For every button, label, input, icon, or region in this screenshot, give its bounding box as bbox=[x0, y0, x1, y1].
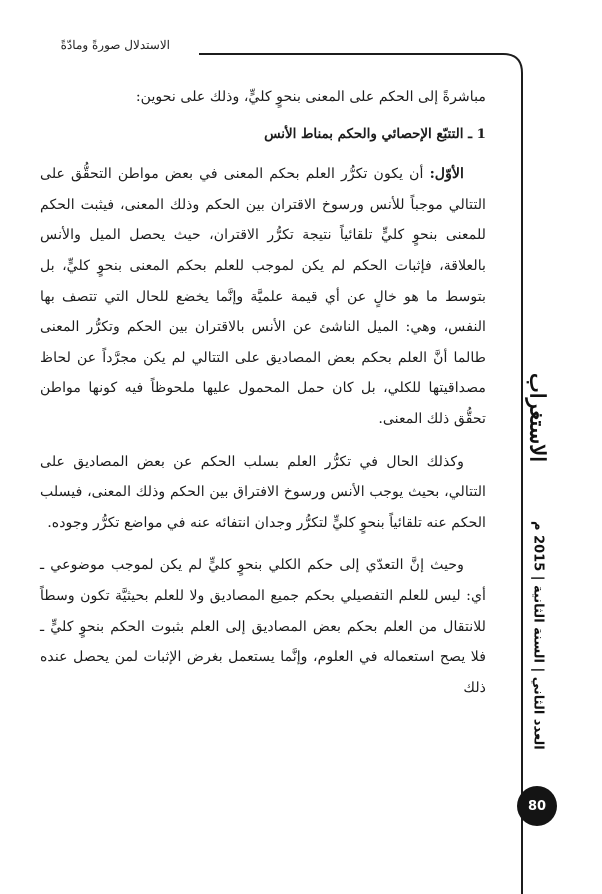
paragraph-third: وحيث إنَّ التعدّي إلى حكم الكلي بنحوٍ كليٍّ لم يكن لموجب موضوعي ـ أي: ليس للعلم التفصيلي بحكم جميع المصاديق ولا للعلم بحيثيَّة تكون وسطاً للانتقال من العلم بحكم بعض المصاديق إلى العلم بثبوت الحكم بنحوٍ كليٍّ ـ فلا يصح استعماله في العلوم، وإنَّما يستعمل بغرض الإثبات لمن يحصل عنده ذلك bbox=[40, 557, 486, 696]
paragraph-second: وكذلك الحال في تكرُّر العلم بسلب الحكم عن بعض المصاديق على التتالي، بحيث يوجب الأنس ورسوخ الافتراق بين الحكم وذلك المعنى، فيسلب الحكم عنه تلقائياً بنحوٍ كليٍّ لتكرُّر وجدان انتفائه عنه في مواضع تكرُّر وجوده. bbox=[40, 453, 486, 531]
paragraph-first bbox=[40, 159, 486, 434]
page-number-badge bbox=[517, 786, 557, 826]
lead-sentence: مباشرةً إلى الحكم على المعنى بنحوٍ كليٍّ، وذلك على نحوين: bbox=[135, 89, 486, 105]
running-title: الاستدلال صورةً ومادّةً bbox=[60, 38, 170, 52]
journal-name: الاستغراب bbox=[525, 372, 551, 463]
first-paragraph-label: الأوّل: bbox=[429, 166, 464, 183]
issue-info-text: العدد الثاني | السنة الثانية | 2015 م bbox=[530, 520, 546, 750]
issue-info bbox=[520, 515, 556, 755]
paragraph-first-text: أن يكون تكرُّر العلم بحكم المعنى في بعض مواطن التحقُّق على التتالي موجباً للأنس ورسوخ الاقتران بين الحكم وذلك المعنى، فيثبت الحكم للمعنى بنحوٍ كليٍّ تلقائياً نتيجة تكرُّر الاقتران، حيث يحصل الميل والأنس بالعلاقة، فإثبات الحكم لم يكن لموجب للعلم بحكم المعنى بنحوٍ كليٍّ، بل بتوسط ما هو خالٍ عن أي قيمة علميَّة وإنَّما يخضع للحال التي تتصف بها النفس، وهي: الميل الناشئ عن الأنس بالاقتران بين الحكم وتكرُّر المعنى طالما أنَّ العلم بحكم بعض المصاديق على التتالي لم يكن مجرَّداً عن لحاظ مصداقيتها للكلي، بل كان حمل المحمول عليها ملحوظاً فيه كونها مواطن تحقُّق ذلك المعنى. bbox=[40, 166, 486, 427]
main-text bbox=[40, 82, 486, 703]
section-heading: 1 ـ التتبّع الإحصائي والحكم بمناط الأنس bbox=[264, 125, 486, 142]
page-number: 80 bbox=[527, 798, 547, 814]
journal-logo bbox=[517, 330, 559, 505]
